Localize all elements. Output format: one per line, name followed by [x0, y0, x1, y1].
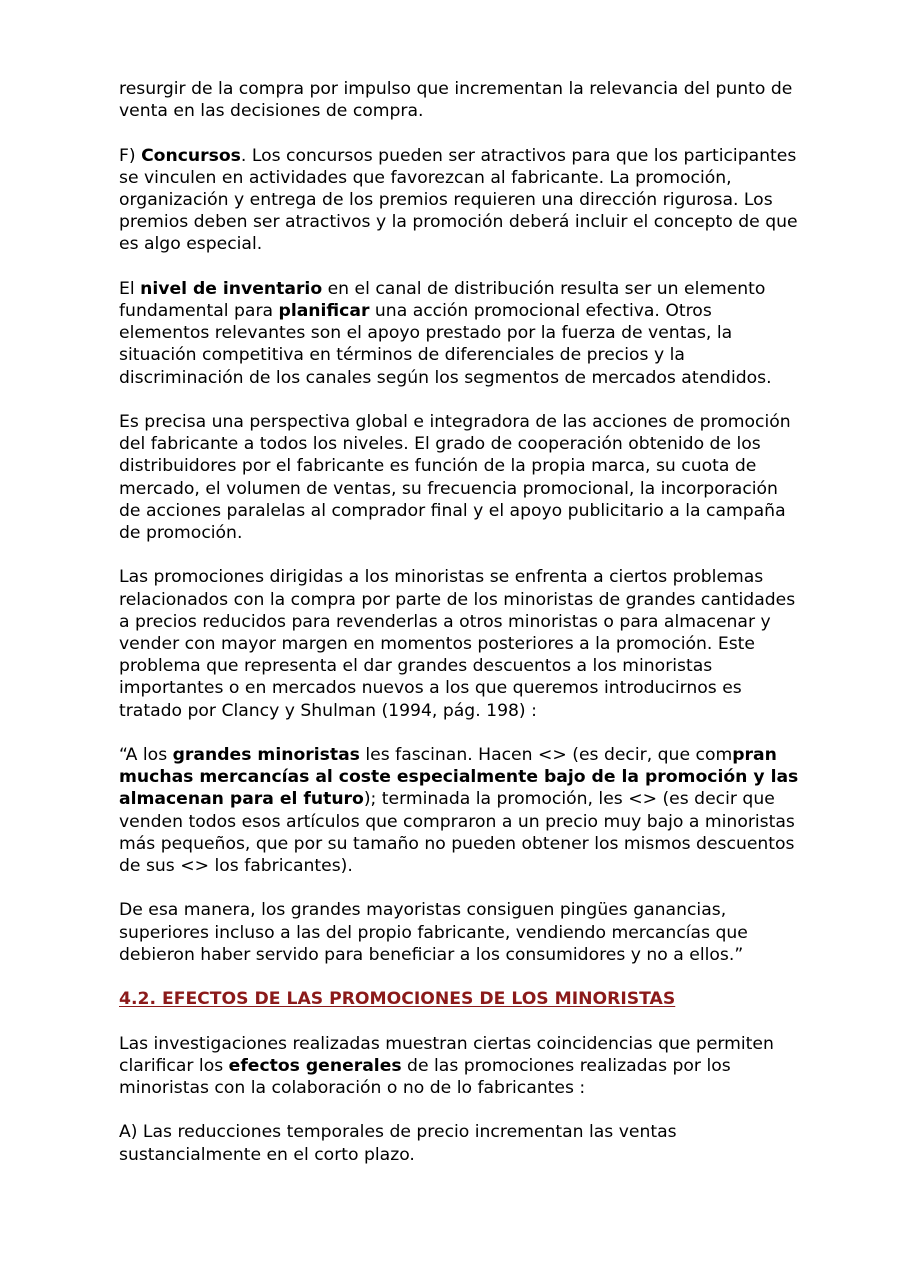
- paragraph-text: F): [119, 145, 142, 166]
- paragraph-quote-conclusion: [119, 899, 799, 966]
- paragraph-text: resurgir de la compra por impulso que incrementan la relevancia del punto de venta en las decisiones de compra.: [119, 79, 793, 122]
- paragraph-quote: [119, 744, 799, 877]
- bold-term-nivel-inventario: nivel de inventario: [140, 278, 323, 299]
- paragraph-text: ); terminada la promoción, les <> (es decir que venden todos esos artículos que compraron a un precio muy bajo a minoristas más pequeños, que por su tamaño no pueden obtener los mismos descuentos de sus <> los fabricantes).: [119, 789, 795, 877]
- paragraph-text: Las investigaciones realizadas muestran ciertas coincidencias que permiten clarificar los: [119, 1033, 774, 1076]
- paragraph-text: De esa manera, los grandes mayoristas consiguen pingües ganancias, superiores incluso a las del propio fabricante, vendiendo mercancías que debieron haber servido para beneficiar a los consumidores y no a ellos.”: [119, 900, 748, 965]
- paragraph-impulse-purchase: [119, 78, 799, 122]
- bold-term-concursos: Concursos: [141, 145, 241, 166]
- paragraph-text: “A los: [119, 745, 173, 766]
- paragraph-text: . Los concursos pueden ser atractivos para que los participantes se vinculen en actividades que favorezcan al fabricante. La promoción, organización y entrega de los premios requieren una dirección rigurosa. Los premios deben ser atractivos y la promoción deberá incluir el concepto de que es algo especial.: [119, 145, 798, 255]
- paragraph-text: A) Las reducciones temporales de precio incrementan las ventas sustancialmente en el corto plazo.: [119, 1122, 677, 1165]
- paragraph-text: El: [119, 278, 141, 299]
- bold-term-efectos-generales: efectos generales: [228, 1055, 402, 1076]
- paragraph-text: Las promociones dirigidas a los minoristas se enfrenta a ciertos problemas relacionados con la compra por parte de los minoristas de grandes cantidades a precios reducidos para revenderlas a otros minoristas o para almacenar y vender con mayor margen en momentos posteriores a la promoción. Este problema que representa el dar grandes descuentos a los minoristas importantes o en mercados nuevos a los que queremos introducirnos es tratado por Clancy y Shulman (1994, pág. 198) :: [119, 567, 796, 721]
- bold-term-grandes-minoristas: grandes minoristas: [172, 745, 360, 766]
- paragraph-global-perspective: [119, 411, 799, 544]
- paragraph-inventory-level: [119, 278, 799, 389]
- paragraph-research-findings: [119, 1033, 799, 1100]
- paragraph-text: les fascinan. Hacen <> (es decir, que com: [359, 745, 733, 766]
- paragraph-text: una acción promocional efectiva. Otros elementos relevantes son el apoyo prestado por la fuerza de ventas, la situación competitiva en términos de diferenciales de precios y la discriminación de los canales según los segmentos de mercados atendidos.: [119, 301, 772, 388]
- section-heading: 4.2. EFECTOS DE LAS PROMOCIONES DE LOS MINORISTAS: [119, 989, 676, 1010]
- paragraph-retailer-promotions: [119, 566, 799, 721]
- paragraph-price-reductions: [119, 1121, 799, 1165]
- bold-phrase-stockpiling: pran muchas mercancías al coste especialmente bajo de la promoción y las almacenan para el futuro: [119, 745, 799, 810]
- document-page: [119, 78, 799, 1188]
- paragraph-text: en el canal de distribución resulta ser un elemento fundamental para: [119, 278, 766, 321]
- paragraph-text: Es precisa una perspectiva global e integradora de las acciones de promoción del fabricante a todos los niveles. El grado de cooperación obtenido de los distribuidores por el fabricante es función de la propia marca, su cuota de mercado, el volumen de ventas, su frecuencia promocional, la incorporación de acciones paralelas al comprador final y el apoyo publicitario a la campaña de promoción.: [119, 412, 791, 544]
- paragraph-text: de las promociones realizadas por los minoristas con la colaboración o no de lo fabricantes :: [119, 1055, 731, 1099]
- paragraph-contests: [119, 145, 799, 256]
- bold-term-planificar: planificar: [278, 301, 370, 321]
